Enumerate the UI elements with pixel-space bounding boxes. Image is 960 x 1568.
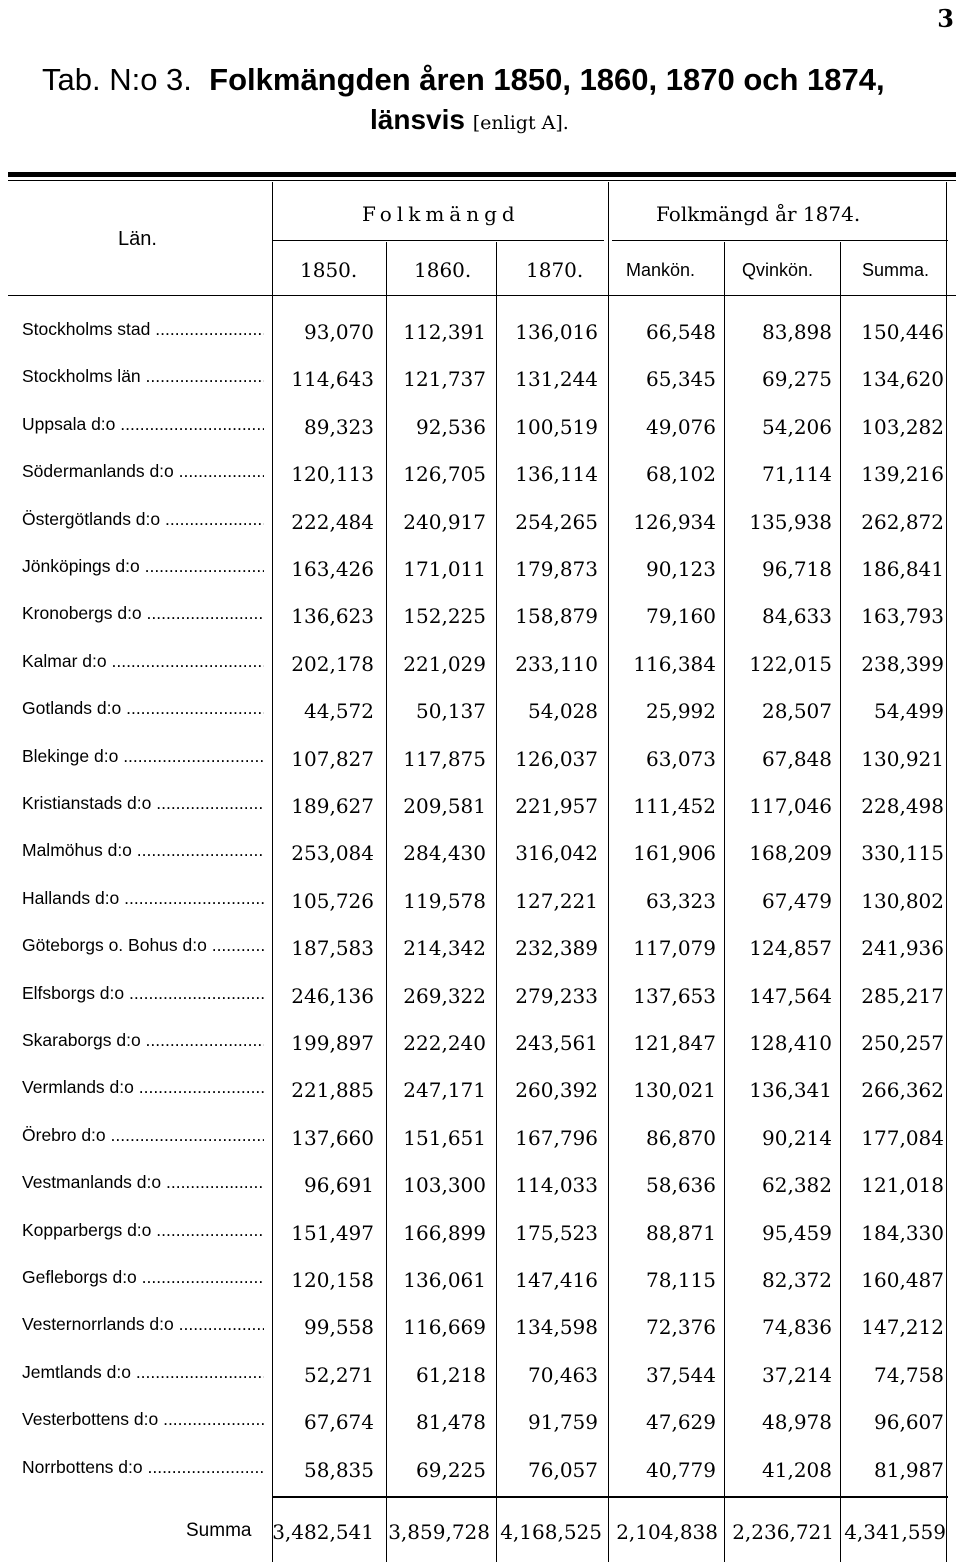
cell-mankon: 65,345	[646, 367, 716, 392]
cell-qvinkon: 136,341	[749, 1078, 832, 1103]
cell-1860: 136,061	[403, 1268, 486, 1292]
cell-lan: Gotlands d:o .....	[22, 698, 264, 719]
cell-summa: 330,115	[861, 841, 944, 866]
header-folkmangd: Folkmängd	[362, 202, 520, 226]
cell-lan: Hallands d:o .....	[22, 888, 264, 909]
cell-1860: 69,225	[416, 1457, 486, 1482]
cell-qvinkon: 128,410	[749, 1031, 832, 1055]
cell-mankon: 121,847	[633, 1031, 716, 1055]
page-number: 3	[937, 4, 954, 33]
table-row	[0, 1400, 960, 1447]
cell-summa: 238,399	[861, 651, 944, 676]
table-number-label: Tab. N:o 3.	[42, 62, 192, 97]
cell-1850: 114,643	[291, 367, 374, 392]
cell-1870: 175,523	[515, 1220, 598, 1245]
cell-summa: 54,499	[874, 699, 944, 724]
cell-qvinkon: 74,836	[762, 1315, 832, 1340]
table-row	[0, 500, 960, 547]
table-row	[0, 1211, 960, 1258]
cell-qvinkon: 147,564	[749, 983, 832, 1008]
cell-1860: 92,536	[416, 414, 486, 439]
cell-mankon: 63,323	[646, 888, 716, 913]
summa-rule	[272, 1496, 948, 1498]
cell-1860: 247,171	[403, 1078, 486, 1103]
cell-1860: 61,218	[416, 1362, 486, 1387]
cell-qvinkon: 122,015	[749, 651, 832, 676]
cell-qvinkon: 83,898	[762, 320, 832, 344]
cell-1860: 222,240	[403, 1031, 486, 1055]
cell-1850: 52,271	[304, 1362, 374, 1387]
cell-1860: 117,875	[403, 746, 486, 771]
cell-1850: 99,558	[304, 1315, 374, 1340]
cell-summa: 186,841	[861, 557, 944, 581]
cell-1870: 221,957	[515, 794, 598, 818]
total-1860: 3,859,728	[388, 1520, 490, 1544]
cell-summa: 130,802	[861, 888, 944, 913]
cell-1870: 316,042	[515, 841, 598, 866]
cell-1860: 214,342	[403, 936, 486, 961]
cell-1860: 221,029	[403, 651, 486, 676]
cell-qvinkon: 135,938	[749, 509, 832, 534]
cell-1870: 260,392	[515, 1078, 598, 1103]
header-lan: Län.	[118, 228, 157, 250]
cell-1860: 284,430	[403, 841, 486, 866]
subtitle-lansvis: länsvis	[370, 104, 465, 135]
cell-1870: 54,028	[528, 699, 598, 724]
cell-1870: 179,873	[515, 557, 598, 581]
cell-qvinkon: 62,382	[762, 1173, 832, 1198]
cell-mankon: 161,906	[633, 841, 716, 866]
cell-mankon: 72,376	[646, 1315, 716, 1340]
cell-mankon: 68,102	[646, 462, 716, 487]
cell-lan: Södermanlands d:o .....	[22, 461, 264, 482]
cell-summa: 163,793	[861, 604, 944, 629]
cell-1850: 120,158	[291, 1268, 374, 1292]
cell-1860: 116,669	[403, 1315, 486, 1340]
cell-summa: 147,212	[861, 1315, 944, 1340]
cell-lan: Jönköpings d:o .....	[22, 556, 264, 577]
table-row	[0, 1116, 960, 1163]
cell-1850: 89,323	[304, 414, 374, 439]
cell-1870: 76,057	[528, 1457, 598, 1482]
cell-lan: Kronobergs d:o .....	[22, 603, 264, 624]
cell-qvinkon: 48,978	[762, 1410, 832, 1435]
header-summa: Summa.	[862, 260, 930, 280]
cell-lan: Norrbottens d:o .....	[22, 1457, 264, 1478]
cell-1870: 167,796	[515, 1125, 598, 1150]
cell-mankon: 116,384	[633, 651, 716, 676]
cell-mankon: 126,934	[633, 509, 716, 534]
cell-qvinkon: 82,372	[762, 1268, 832, 1292]
cell-summa: 96,607	[874, 1410, 944, 1435]
cell-1860: 166,899	[403, 1220, 486, 1245]
cell-mankon: 130,021	[633, 1078, 716, 1103]
header-folkmangd-1874: Folkmängd år 1874.	[656, 202, 861, 226]
header-mankon: Mankön.	[626, 260, 696, 280]
table-row	[0, 879, 960, 926]
table-title	[42, 62, 885, 98]
table-row	[0, 547, 960, 594]
cell-summa: 103,282	[861, 414, 944, 439]
table-row	[0, 1448, 960, 1495]
cell-lan: Stockholms stad .....	[22, 319, 264, 340]
cell-1870: 91,759	[528, 1410, 598, 1435]
cell-lan: Vesternorrlands d:o .....	[22, 1314, 264, 1335]
table-title-main: Folkmängden åren 1850, 1860, 1870 och 1874,	[209, 62, 885, 97]
cell-summa: 285,217	[861, 983, 944, 1008]
cell-1860: 152,225	[403, 604, 486, 629]
cell-qvinkon: 168,209	[749, 841, 832, 866]
cell-summa: 150,446	[861, 320, 944, 344]
table-row	[0, 642, 960, 689]
cell-qvinkon: 71,114	[762, 462, 832, 487]
cell-1850: 96,691	[304, 1173, 374, 1198]
table-row	[0, 926, 960, 973]
cell-mankon: 137,653	[633, 983, 716, 1008]
cell-1850: 58,835	[304, 1457, 374, 1482]
cell-mankon: 111,452	[633, 794, 716, 818]
cell-mankon: 63,073	[646, 746, 716, 771]
cell-qvinkon: 90,214	[762, 1125, 832, 1150]
cell-summa: 177,084	[861, 1125, 944, 1150]
cell-lan: Östergötlands d:o .....	[22, 509, 264, 530]
cell-1870: 134,598	[515, 1315, 598, 1340]
cell-qvinkon: 117,046	[749, 794, 832, 818]
table-row	[0, 831, 960, 878]
cell-mankon: 49,076	[646, 414, 716, 439]
cell-qvinkon: 69,275	[762, 367, 832, 392]
cell-lan: Göteborgs o. Bohus d:o .....	[22, 935, 264, 956]
total-summa: 4,341,559	[844, 1520, 946, 1544]
cell-qvinkon: 54,206	[762, 414, 832, 439]
cell-1870: 158,879	[515, 604, 598, 629]
cell-lan: Vestmanlands d:o .....	[22, 1172, 264, 1193]
cell-mankon: 78,115	[646, 1268, 716, 1292]
cell-mankon: 47,629	[646, 1410, 716, 1435]
cell-1870: 232,389	[515, 936, 598, 961]
table-row	[0, 689, 960, 736]
folkmangd-header-rule	[272, 240, 604, 241]
cell-lan: Skaraborgs d:o .....	[22, 1030, 264, 1051]
cell-summa: 241,936	[861, 936, 944, 961]
cell-1870: 126,037	[515, 746, 598, 771]
total-1870: 4,168,525	[500, 1520, 602, 1544]
cell-1860: 240,917	[403, 509, 486, 534]
cell-qvinkon: 124,857	[749, 936, 832, 961]
cell-1850: 187,583	[291, 936, 374, 961]
cell-lan: Kalmar d:o .....	[22, 651, 264, 672]
cell-lan: Örebro d:o .....	[22, 1125, 264, 1146]
header-1860: 1860.	[414, 258, 472, 282]
cell-1860: 121,737	[403, 367, 486, 392]
table-row	[0, 310, 960, 357]
top-thin-rule	[8, 180, 956, 181]
cell-qvinkon: 84,633	[762, 604, 832, 629]
cell-summa: 81,987	[874, 1457, 944, 1482]
cell-lan: Gefleborgs d:o .....	[22, 1267, 264, 1288]
cell-summa: 250,257	[861, 1031, 944, 1055]
header-bottom-rule	[8, 295, 956, 296]
table-row	[0, 594, 960, 641]
table-row	[0, 1353, 960, 1400]
cell-1860: 209,581	[403, 794, 486, 818]
header-1850: 1850.	[300, 258, 358, 282]
cell-1860: 126,705	[403, 462, 486, 487]
cell-1870: 127,221	[515, 888, 598, 913]
cell-1850: 120,113	[291, 462, 374, 487]
cell-summa: 160,487	[861, 1268, 944, 1292]
cell-mankon: 25,992	[646, 699, 716, 724]
cell-1850: 107,827	[291, 746, 374, 771]
table-row	[0, 784, 960, 831]
cell-lan: Kopparbergs d:o .....	[22, 1220, 264, 1241]
cell-summa: 130,921	[861, 746, 944, 771]
total-1850: 3,482,541	[272, 1520, 374, 1544]
cell-1850: 136,623	[291, 604, 374, 629]
folkmangd-1874-header-rule	[612, 240, 948, 241]
cell-lan: Kristianstads d:o .....	[22, 793, 264, 814]
cell-1860: 50,137	[416, 699, 486, 724]
cell-1850: 189,627	[291, 794, 374, 818]
cell-1870: 136,016	[515, 320, 598, 344]
cell-1850: 93,070	[304, 320, 374, 344]
cell-summa: 184,330	[861, 1220, 944, 1245]
cell-mankon: 79,160	[646, 604, 716, 629]
cell-summa: 134,620	[861, 367, 944, 392]
cell-1870: 243,561	[515, 1031, 598, 1055]
cell-1850: 163,426	[291, 557, 374, 581]
table-row	[0, 1258, 960, 1305]
cell-lan: Blekinge d:o .....	[22, 746, 264, 767]
cell-summa: 262,872	[861, 509, 944, 534]
cell-1870: 233,110	[515, 651, 598, 676]
cell-1870: 279,233	[515, 983, 598, 1008]
cell-1850: 151,497	[291, 1220, 374, 1245]
cell-1850: 221,885	[291, 1078, 374, 1103]
cell-1850: 67,674	[304, 1410, 374, 1435]
table-row	[0, 1021, 960, 1068]
cell-1860: 103,300	[403, 1173, 486, 1198]
cell-qvinkon: 41,208	[762, 1457, 832, 1482]
cell-1850: 44,572	[304, 699, 374, 724]
table-row	[0, 737, 960, 784]
cell-lan: Elfsborgs d:o .....	[22, 983, 264, 1004]
cell-1870: 100,519	[515, 414, 598, 439]
cell-lan: Jemtlands d:o .....	[22, 1362, 264, 1383]
cell-mankon: 37,544	[646, 1362, 716, 1387]
cell-summa: 121,018	[861, 1173, 944, 1198]
cell-mankon: 117,079	[633, 936, 716, 961]
cell-1870: 70,463	[528, 1362, 598, 1387]
header-qvinkon: Qvinkön.	[742, 260, 814, 280]
cell-mankon: 40,779	[646, 1457, 716, 1482]
cell-mankon: 66,548	[646, 320, 716, 344]
cell-1870: 136,114	[515, 462, 598, 487]
cell-1850: 222,484	[291, 509, 374, 534]
table-row	[0, 405, 960, 452]
total-qvinkon: 2,236,721	[732, 1520, 834, 1544]
cell-1850: 199,897	[291, 1031, 374, 1055]
table-row	[0, 1305, 960, 1352]
cell-1860: 151,651	[403, 1125, 486, 1150]
cell-summa: 139,216	[861, 462, 944, 487]
subtitle-source-note: [enligt A].	[472, 112, 569, 134]
cell-mankon: 90,123	[646, 557, 716, 581]
cell-1860: 269,322	[403, 983, 486, 1008]
cell-qvinkon: 95,459	[762, 1220, 832, 1245]
table-row	[0, 357, 960, 404]
cell-mankon: 86,870	[646, 1125, 716, 1150]
cell-1860: 171,011	[403, 557, 486, 581]
cell-summa: 266,362	[861, 1078, 944, 1103]
cell-1870: 131,244	[515, 367, 598, 392]
cell-qvinkon: 28,507	[762, 699, 832, 724]
cell-1850: 253,084	[291, 841, 374, 866]
cell-summa: 74,758	[874, 1362, 944, 1387]
cell-qvinkon: 67,479	[762, 888, 832, 913]
cell-1870: 254,265	[515, 509, 598, 534]
cell-1850: 105,726	[291, 888, 374, 913]
cell-lan: Uppsala d:o .....	[22, 414, 264, 435]
cell-summa: 228,498	[861, 794, 944, 818]
cell-lan: Malmöhus d:o .....	[22, 840, 264, 861]
cell-mankon: 88,871	[646, 1220, 716, 1245]
cell-1850: 202,178	[291, 651, 374, 676]
cell-qvinkon: 96,718	[762, 557, 832, 581]
cell-1860: 112,391	[403, 320, 486, 344]
header-1870: 1870.	[526, 258, 584, 282]
cell-1860: 119,578	[403, 888, 486, 913]
cell-lan: Vermlands d:o .....	[22, 1077, 264, 1098]
table-row	[0, 452, 960, 499]
top-thick-rule	[8, 172, 956, 177]
cell-lan: Vesterbottens d:o .....	[22, 1409, 264, 1430]
table-subtitle	[370, 104, 569, 136]
cell-qvinkon: 37,214	[762, 1362, 832, 1387]
table-row	[0, 1068, 960, 1115]
cell-1850: 137,660	[291, 1125, 374, 1150]
totals-label: Summa	[186, 1520, 252, 1541]
cell-qvinkon: 67,848	[762, 746, 832, 771]
cell-1870: 147,416	[515, 1268, 598, 1292]
cell-1860: 81,478	[416, 1410, 486, 1435]
cell-1850: 246,136	[291, 983, 374, 1008]
cell-1870: 114,033	[515, 1173, 598, 1198]
total-mankon: 2,104,838	[616, 1520, 718, 1544]
cell-mankon: 58,636	[646, 1173, 716, 1198]
table-row	[0, 974, 960, 1021]
cell-lan: Stockholms län .....	[22, 366, 264, 387]
table-row	[0, 1163, 960, 1210]
